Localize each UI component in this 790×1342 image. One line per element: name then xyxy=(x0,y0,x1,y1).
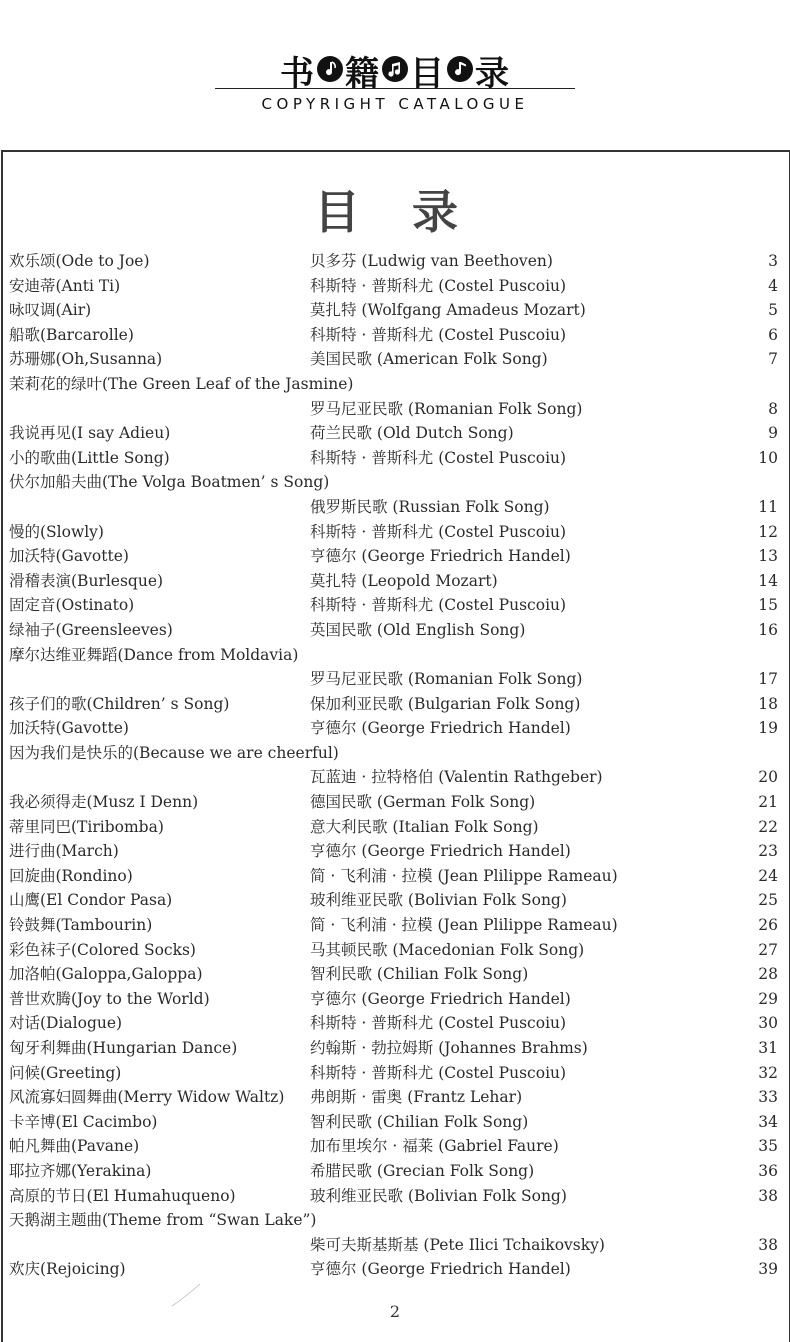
entry-title: 回旋曲(Rondino) xyxy=(9,866,133,885)
entry-title: 我说再见(I say Adieu) xyxy=(9,424,171,443)
toc-entry xyxy=(0,790,790,815)
toc-entry xyxy=(0,741,790,766)
entry-title: 对话(Dialogue) xyxy=(9,1014,123,1033)
entry-composer: 智利民歌 (Chilian Folk Song) xyxy=(310,1112,529,1131)
toc-entry xyxy=(0,1257,790,1282)
entry-composer: 荷兰民歌 (Old Dutch Song) xyxy=(310,424,514,443)
entry-page: 32 xyxy=(758,1063,778,1082)
entry-title: 耶拉齐娜(Yerakina) xyxy=(9,1161,152,1180)
entry-composer: 科斯特 · 普斯科尤 (Costel Puscoiu) xyxy=(310,522,567,541)
entry-page: 16 xyxy=(758,620,778,639)
toc-entry xyxy=(0,1036,790,1061)
entry-composer: 弗朗斯 · 雷奥 (Frantz Lehar) xyxy=(310,1088,523,1107)
entry-composer: 贝多芬 (Ludwig van Beethoven) xyxy=(310,252,553,270)
entry-title: 安迪蒂(Anti Ti) xyxy=(9,276,121,295)
entry-title: 卡辛博(El Cacimbo) xyxy=(9,1112,158,1131)
entry-page: 3 xyxy=(768,252,778,270)
entry-composer: 保加利亚民歌 (Bulgarian Folk Song) xyxy=(310,694,581,713)
entry-title: 铃鼓舞(Tambourin) xyxy=(9,916,153,935)
toc-entry xyxy=(0,913,790,938)
entry-composer: 亨德尔 (George Friedrich Handel) xyxy=(310,547,571,566)
page-number: 2 xyxy=(389,1302,401,1321)
entry-page: 21 xyxy=(758,793,778,812)
title-char: 目 xyxy=(410,54,445,94)
entry-composer: 马其顿民歌 (Macedonian Folk Song) xyxy=(310,940,585,959)
toc-entry xyxy=(0,249,790,274)
entry-page: 38 xyxy=(758,1186,778,1205)
entry-title: 孩子们的歌(Children’ s Song) xyxy=(9,694,230,713)
entry-composer: 俄罗斯民歌 (Russian Folk Song) xyxy=(310,497,550,516)
toc-entry xyxy=(0,1159,790,1184)
entry-page: 29 xyxy=(758,989,778,1008)
entry-page: 38 xyxy=(758,1235,778,1254)
entry-title: 加沃特(Gavotte) xyxy=(9,719,129,738)
toc-entry xyxy=(0,667,790,692)
entry-title: 帕凡舞曲(Pavane) xyxy=(9,1137,140,1156)
catalogue-header xyxy=(0,0,790,150)
entry-composer: 亨德尔 (George Friedrich Handel) xyxy=(310,1260,571,1279)
entry-composer: 英国民歌 (Old English Song) xyxy=(310,620,526,639)
entry-composer: 亨德尔 (George Friedrich Handel) xyxy=(310,719,571,738)
toc-entry xyxy=(0,470,790,495)
entry-composer: 科斯特 · 普斯科尤 (Costel Puscoiu) xyxy=(310,1014,567,1033)
music-note-icon xyxy=(447,56,473,82)
entry-title: 天鹅湖主题曲(Theme from “Swan Lake”) xyxy=(9,1211,317,1230)
entry-title: 加沃特(Gavotte) xyxy=(9,547,129,566)
entry-page: 25 xyxy=(758,891,778,910)
music-note-icon xyxy=(382,56,408,82)
entry-composer: 智利民歌 (Chilian Folk Song) xyxy=(310,965,529,984)
entry-page: 13 xyxy=(758,547,778,566)
entry-composer: 意大利民歌 (Italian Folk Song) xyxy=(310,817,539,836)
entry-composer: 柴可夫斯基斯基 (Pete Ilici Tchaikovsky) xyxy=(310,1235,605,1254)
entry-page: 35 xyxy=(758,1137,778,1156)
entry-title: 蒂里同巴(Tiribomba) xyxy=(9,817,164,836)
entry-title: 高原的节日(El Humahuqueno) xyxy=(9,1186,236,1205)
toc-entry xyxy=(0,298,790,323)
toc-entry xyxy=(0,323,790,348)
entry-title: 进行曲(March) xyxy=(9,842,119,861)
entry-composer: 科斯特 · 普斯科尤 (Costel Puscoiu) xyxy=(310,596,567,615)
entry-page: 7 xyxy=(768,350,778,369)
entry-title: 欢乐颂(Ode to Joe) xyxy=(9,252,150,270)
entry-page: 11 xyxy=(758,497,778,516)
entry-composer: 科斯特 · 普斯科尤 (Costel Puscoiu) xyxy=(310,448,567,467)
entry-title: 因为我们是快乐的(Because we are cheerful) xyxy=(9,743,339,762)
toc-entry xyxy=(0,1184,790,1209)
entry-page: 17 xyxy=(758,670,778,689)
entry-title: 问候(Greeting) xyxy=(9,1063,122,1082)
toc-entry xyxy=(0,372,790,397)
toc-entry xyxy=(0,815,790,840)
toc-entry xyxy=(0,495,790,520)
entry-composer: 简 · 飞利浦 · 拉模 (Jean Plilippe Rameau) xyxy=(310,916,618,935)
entry-title: 滑稽表演(Burlesque) xyxy=(9,571,164,590)
toc-entry xyxy=(0,1085,790,1110)
entry-composer: 莫扎特 (Wolfgang Amadeus Mozart) xyxy=(310,301,586,320)
entry-page: 33 xyxy=(758,1088,778,1107)
entry-title: 匈牙利舞曲(Hungarian Dance) xyxy=(9,1039,238,1057)
entry-page: 15 xyxy=(758,596,778,615)
toc-entry xyxy=(0,446,790,471)
entry-title: 伏尔加船夫曲(The Volga Boatmen’ s Song) xyxy=(9,473,330,492)
entry-title: 小的歌曲(Little Song) xyxy=(9,448,170,467)
title-char: 录 xyxy=(475,54,510,94)
music-note-icon xyxy=(317,56,343,82)
catalogue-subtitle: COPYRIGHT CATALOGUE xyxy=(261,95,529,113)
entry-title: 我必须得走(Musz I Denn) xyxy=(9,793,199,812)
entry-title: 欢庆(Rejoicing) xyxy=(9,1260,126,1279)
toc-entry xyxy=(0,274,790,299)
entry-composer: 德国民歌 (German Folk Song) xyxy=(310,793,536,812)
header-divider xyxy=(215,88,575,89)
entry-title: 固定音(Ostinato) xyxy=(9,596,135,615)
toc-entry xyxy=(0,643,790,668)
entry-composer: 希腊民歌 (Grecian Folk Song) xyxy=(310,1161,535,1180)
toc-entry xyxy=(0,569,790,594)
entry-title: 风流寡妇圆舞曲(Merry Widow Waltz) xyxy=(9,1088,285,1107)
entry-title: 慢的(Slowly) xyxy=(9,522,104,541)
toc-entry xyxy=(0,692,790,717)
toc-entry xyxy=(0,421,790,446)
entry-page: 31 xyxy=(758,1039,778,1057)
entry-title: 茉莉花的绿叶(The Green Leaf of the Jasmine) xyxy=(9,374,354,393)
toc-entry xyxy=(0,888,790,913)
title-char: 籍 xyxy=(345,54,380,94)
entry-page: 10 xyxy=(758,448,778,467)
toc-entry xyxy=(0,347,790,372)
entry-composer: 瓦蓝迪 · 拉特格伯 (Valentin Rathgeber) xyxy=(310,768,603,787)
entry-title: 山鹰(El Condor Pasa) xyxy=(9,891,173,910)
toc-entry xyxy=(0,938,790,963)
entry-page: 4 xyxy=(768,276,778,295)
entry-title: 咏叹调(Air) xyxy=(9,301,92,320)
toc-entry xyxy=(0,839,790,864)
entry-composer: 美国民歌 (American Folk Song) xyxy=(310,350,548,369)
entry-page: 26 xyxy=(758,916,778,935)
toc-entry xyxy=(0,1134,790,1159)
entry-composer: 加布里埃尔 · 福莱 (Gabriel Faure) xyxy=(310,1137,559,1156)
entry-page: 39 xyxy=(758,1260,778,1279)
entry-composer: 莫扎特 (Leopold Mozart) xyxy=(310,571,498,590)
toc-entry xyxy=(0,1110,790,1135)
entry-page: 14 xyxy=(758,571,778,590)
entry-composer: 科斯特 · 普斯科尤 (Costel Puscoiu) xyxy=(310,325,567,344)
entry-composer: 科斯特 · 普斯科尤 (Costel Puscoiu) xyxy=(310,1063,567,1082)
entry-page: 8 xyxy=(768,399,778,418)
entry-composer: 玻利维亚民歌 (Bolivian Folk Song) xyxy=(310,891,567,910)
entry-page: 27 xyxy=(758,940,778,959)
entry-title: 彩色袜子(Colored Socks) xyxy=(9,940,196,959)
entry-page: 5 xyxy=(768,301,778,320)
entry-page: 36 xyxy=(758,1161,778,1180)
toc-entry xyxy=(0,397,790,422)
toc-entry xyxy=(0,765,790,790)
entry-page: 28 xyxy=(758,965,778,984)
entry-title: 绿袖子(Greensleeves) xyxy=(9,620,173,639)
toc-heading: 目 录 xyxy=(313,185,476,239)
toc-entry xyxy=(0,864,790,889)
toc-entry xyxy=(0,520,790,545)
entry-composer: 科斯特 · 普斯科尤 (Costel Puscoiu) xyxy=(310,276,567,295)
toc-entry xyxy=(0,593,790,618)
entry-page: 12 xyxy=(758,522,778,541)
toc-entry xyxy=(0,962,790,987)
entry-page: 19 xyxy=(758,719,778,738)
entry-composer: 罗马尼亚民歌 (Romanian Folk Song) xyxy=(310,670,583,689)
toc-entry xyxy=(0,1011,790,1036)
entry-page: 34 xyxy=(758,1112,778,1131)
entry-composer: 约翰斯 · 勃拉姆斯 (Johannes Brahms) xyxy=(310,1039,588,1057)
toc-entry xyxy=(0,1208,790,1233)
title-char: 书 xyxy=(280,54,315,94)
entry-page: 9 xyxy=(768,424,778,443)
entry-composer: 亨德尔 (George Friedrich Handel) xyxy=(310,842,571,861)
entry-page: 24 xyxy=(758,866,778,885)
entry-title: 苏珊娜(Oh,Susanna) xyxy=(9,350,163,369)
entry-page: 30 xyxy=(758,1014,778,1033)
entry-page: 23 xyxy=(758,842,778,861)
entry-title: 普世欢腾(Joy to the World) xyxy=(9,989,210,1008)
toc-entry xyxy=(0,716,790,741)
entry-composer: 亨德尔 (George Friedrich Handel) xyxy=(310,989,571,1008)
entry-page: 20 xyxy=(758,768,778,787)
entry-composer: 玻利维亚民歌 (Bolivian Folk Song) xyxy=(310,1186,567,1205)
toc-entry xyxy=(0,1061,790,1086)
toc-entry xyxy=(0,1233,790,1258)
toc-entry xyxy=(0,987,790,1012)
toc-entry xyxy=(0,618,790,643)
entry-page: 22 xyxy=(758,817,778,836)
entry-composer: 罗马尼亚民歌 (Romanian Folk Song) xyxy=(310,399,583,418)
entry-title: 船歌(Barcarolle) xyxy=(9,325,134,344)
entry-page: 18 xyxy=(758,694,778,713)
entry-title: 加洛帕(Galoppa,Galoppa) xyxy=(9,965,203,984)
entry-composer: 简 · 飞利浦 · 拉模 (Jean Plilippe Rameau) xyxy=(310,866,618,885)
entry-title: 摩尔达维亚舞蹈(Dance from Moldavia) xyxy=(9,645,299,664)
entry-page: 6 xyxy=(768,325,778,344)
toc-list xyxy=(0,249,790,1282)
toc-entry xyxy=(0,544,790,569)
